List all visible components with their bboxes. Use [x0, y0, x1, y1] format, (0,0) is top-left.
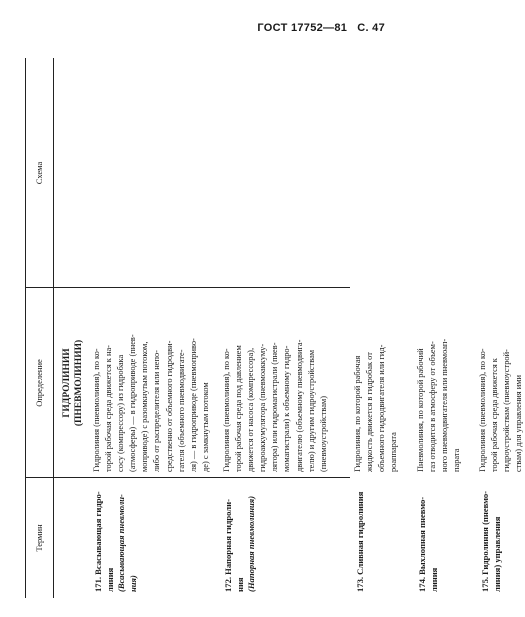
definition-line: парата	[452, 448, 462, 472]
definition-cell	[415, 294, 463, 472]
standard-code: ГОСТ 17752—81	[257, 22, 348, 34]
term-cell	[223, 482, 258, 592]
column-header-term: Термин	[34, 524, 44, 552]
definition-line: телю) и другим гидроустройствам	[306, 349, 316, 472]
column-header-scheme: Схема	[34, 161, 44, 185]
term-line: линия	[104, 567, 115, 592]
term-cell	[355, 482, 367, 592]
definition-line: ного пневмодвигателя или пневмоап-	[440, 338, 450, 472]
definition-cell	[477, 294, 525, 472]
term-line: 175. Гидролиния (пневмо-	[480, 490, 490, 592]
definition-line: ля) — в гидроприводе (пневмоприво-	[188, 338, 198, 472]
term-cell	[480, 482, 503, 592]
definition-line: Гидролиния, по которой рабочая	[353, 355, 362, 472]
header-rule	[53, 58, 54, 598]
definition-line: (пневмоустройствам)	[318, 396, 328, 472]
definition-line: торой рабочая среда движется к	[490, 358, 500, 472]
definition-line: (атмосферы) — в гидроприводе (пнев-	[128, 334, 138, 472]
section-title	[61, 288, 85, 478]
term-alt-line: ния)	[127, 575, 138, 592]
term-line: 174. Выхлопная пневмо-	[417, 496, 427, 592]
definition-cell	[91, 294, 212, 472]
definition-line: гидроустройствам (пневмоустрой-	[502, 349, 512, 472]
definition-cell	[352, 294, 400, 472]
definition-line: движется от насоса (компрессора),	[246, 347, 256, 472]
definition-line: жидкость движется в гидробак от	[365, 352, 375, 472]
page-number: С. 47	[357, 22, 385, 34]
definition-line: момагистрали) к объемному гидро-	[282, 345, 292, 472]
term-line: ния	[234, 577, 245, 592]
term-alt-line: (Напорная пневмолиния)	[246, 495, 256, 592]
term-cell	[417, 482, 440, 592]
definition-line: либо от распределителя или непо-	[152, 350, 162, 472]
definition-line: гидроаккумулятора (пневмоаккуму-	[258, 343, 268, 472]
definition-line: средственно от объемного гидродви-	[164, 340, 174, 472]
terms-table	[25, 58, 524, 598]
definition-line: двигателю (объемному пневмодвига-	[294, 339, 304, 472]
definition-line: сосу (компрессору) из гидробака	[116, 354, 126, 472]
definition-line: Гидролиния (пневмолиния), по ко-	[478, 348, 487, 472]
term-line: 173. Сливная гидролиния	[355, 491, 365, 592]
term-line: 172. Напорная гидроли-	[223, 499, 233, 592]
definition-line: де) с замкнутым потоком	[200, 382, 210, 472]
term-line: 171. Всасывающая гидро-	[93, 491, 103, 592]
definition-line: торой рабочая среда движется к на-	[104, 345, 114, 472]
definition-line: объемного гидродвигателя или гид-	[377, 344, 387, 472]
definition-line: ствам) для управления ими	[514, 375, 524, 472]
term-line: линия) управления	[491, 516, 502, 592]
definition-line: торой рабочая среда под давлением	[234, 345, 244, 472]
column-header-definition: Определение	[34, 359, 44, 407]
page-header	[257, 22, 385, 34]
term-cell	[93, 482, 139, 592]
section-title-line: ГИДРОЛИНИИ	[62, 348, 72, 418]
definition-line: гателя (объемного пневмодвигате-	[176, 349, 186, 472]
definition-line: Гидролиния (пневмолиния), по ко-	[222, 348, 231, 472]
definition-line: роаппарата	[389, 432, 399, 472]
definition-line: лятора) или гидромагистрали (пнев-	[270, 342, 280, 472]
term-alt-line: (Всасывающая пневмоли-	[116, 494, 126, 592]
definition-line: Пневмолиния, по которой рабочий	[416, 348, 425, 472]
section-title-line: (ПНЕВМОЛИНИИ)	[74, 339, 84, 427]
definition-line: газ отводится в атмосферу от объем-	[428, 341, 438, 472]
definition-line: Гидролиния (пневмолиния), по ко-	[92, 348, 101, 472]
definition-line: моприводе) с разомкнутым потоком,	[140, 341, 150, 472]
definition-cell	[221, 294, 330, 472]
term-line: линия	[428, 567, 439, 592]
